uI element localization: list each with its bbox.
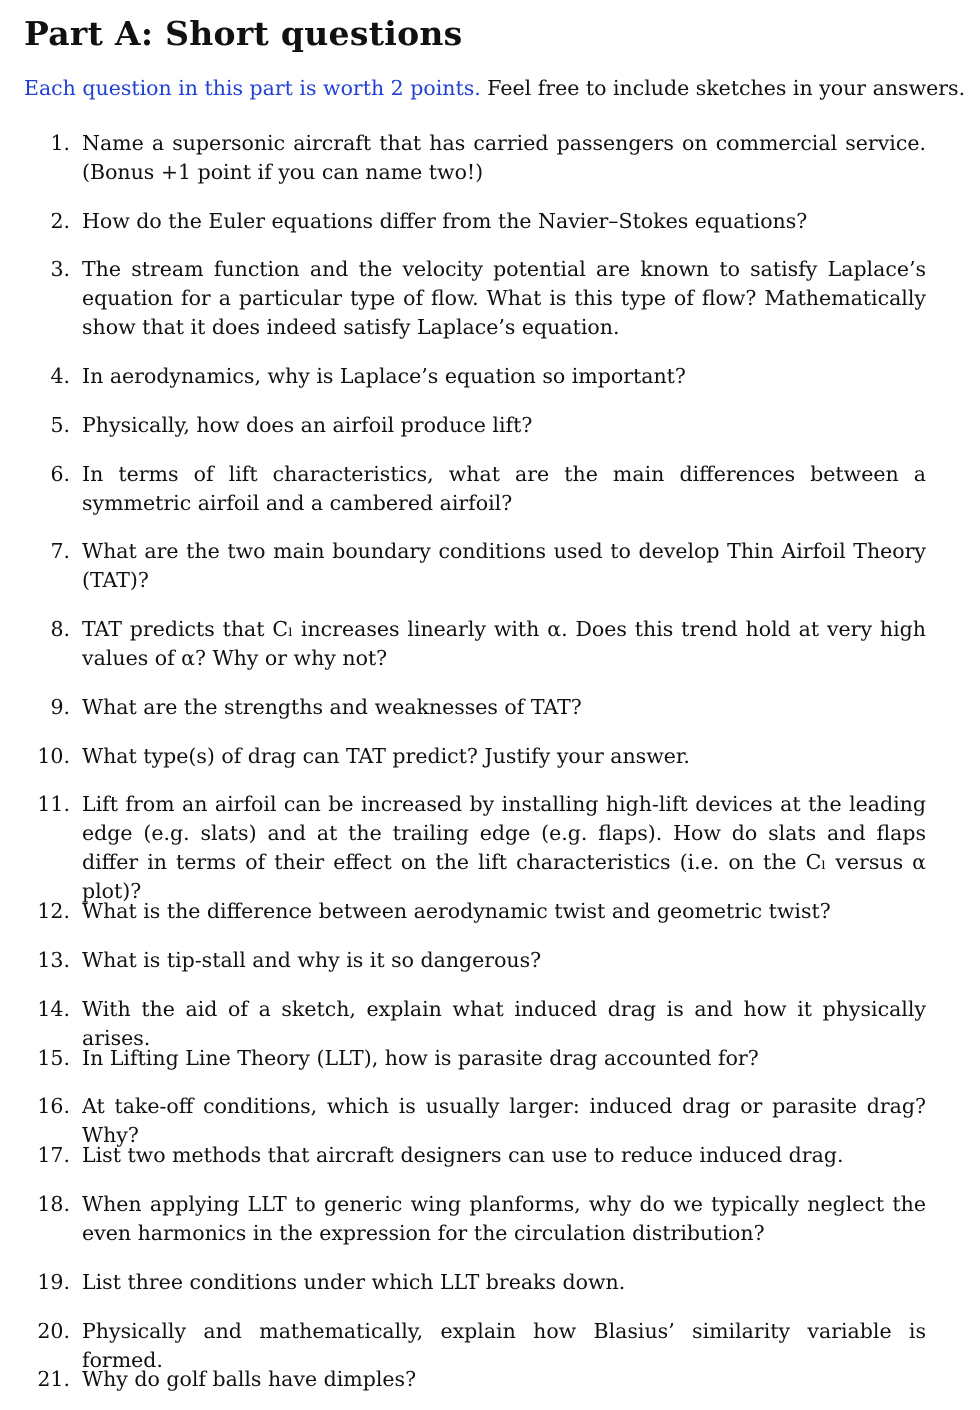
- question-text: Why do golf balls have dimples?: [82, 1367, 417, 1391]
- question-text: In terms of lift characteristics, what are the main differences between a symmetric airfoil and a cambered airfoil?: [82, 462, 926, 515]
- question-number: 8.: [50, 617, 70, 641]
- question-number: 13.: [37, 948, 70, 972]
- question-text: In Lifting Line Theory (LLT), how is parasite drag accounted for?: [82, 1046, 759, 1070]
- sketch-note: Feel free to include sketches in your answers.: [487, 76, 966, 100]
- question-text: What is the difference between aerodynamic twist and geometric twist?: [82, 899, 831, 923]
- question-text: TAT predicts that Cₗ increases linearly with α. Does this trend hold at very high values of α? Why or why not?: [82, 617, 926, 670]
- question-text: The stream function and the velocity potential are known to satisfy Laplace’s equation for a particular type of flow. What is this type of flow? Mathematically show that it does indeed satisfy Laplace’s equation.: [82, 257, 926, 339]
- question-text: What type(s) of drag can TAT predict? Justify your answer.: [82, 744, 690, 768]
- question-number: 12.: [37, 899, 70, 923]
- question-text: Physically and mathematically, explain how Blasius’ similarity variable is formed.: [82, 1319, 926, 1372]
- question-number: 11.: [37, 792, 70, 816]
- section-title: Part A: Short questions: [24, 14, 463, 53]
- question-number: 16.: [37, 1094, 70, 1118]
- question-text: With the aid of a sketch, explain what induced drag is and how it physically arises.: [82, 997, 926, 1050]
- section-intro: [24, 76, 966, 100]
- question-number: 6.: [50, 462, 70, 486]
- question-number: 14.: [37, 997, 70, 1021]
- question-text: What are the strengths and weaknesses of TAT?: [82, 695, 582, 719]
- question-number: 2.: [50, 209, 70, 233]
- question-text: Name a supersonic aircraft that has carried passengers on commercial service. (Bonus +1 point if you can name two!): [82, 131, 926, 184]
- question-number: 10.: [37, 744, 70, 768]
- question-number: 20.: [37, 1319, 70, 1343]
- question-number: 3.: [50, 257, 70, 281]
- question-text: What is tip-stall and why is it so dangerous?: [82, 948, 542, 972]
- question-text: What are the two main boundary conditions used to develop Thin Airfoil Theory (TAT)?: [82, 539, 926, 592]
- points-note: Each question in this part is worth 2 points.: [24, 76, 481, 100]
- question-text: In aerodynamics, why is Laplace’s equation so important?: [82, 364, 686, 388]
- question-text: At take-off conditions, which is usually larger: induced drag or parasite drag? Why?: [82, 1094, 926, 1147]
- question-text: List two methods that aircraft designers can use to reduce induced drag.: [82, 1143, 844, 1167]
- question-number: 17.: [37, 1143, 70, 1167]
- question-text: Physically, how does an airfoil produce lift?: [82, 413, 533, 437]
- question-number: 4.: [50, 364, 70, 388]
- question-number: 5.: [50, 413, 70, 437]
- question-number: 21.: [37, 1367, 70, 1391]
- question-number: 19.: [37, 1270, 70, 1294]
- question-number: 1.: [50, 131, 70, 155]
- question-number: 15.: [37, 1046, 70, 1070]
- question-text: When applying LLT to generic wing planforms, why do we typically neglect the even harmonics in the expression for the circulation distribution?: [82, 1192, 926, 1245]
- question-text: List three conditions under which LLT breaks down.: [82, 1270, 626, 1294]
- question-number: 9.: [50, 695, 70, 719]
- question-number: 18.: [37, 1192, 70, 1216]
- question-text: How do the Euler equations differ from the Navier–Stokes equations?: [82, 209, 808, 233]
- question-number: 7.: [50, 539, 70, 563]
- question-text: Lift from an airfoil can be increased by installing high-lift devices at the leading edge (e.g. slats) and at the trailing edge (e.g. flaps). How do slats and flaps differ in terms of their effect on the lift characteristics (i.e. on the Cₗ versus α plot)?: [82, 792, 926, 903]
